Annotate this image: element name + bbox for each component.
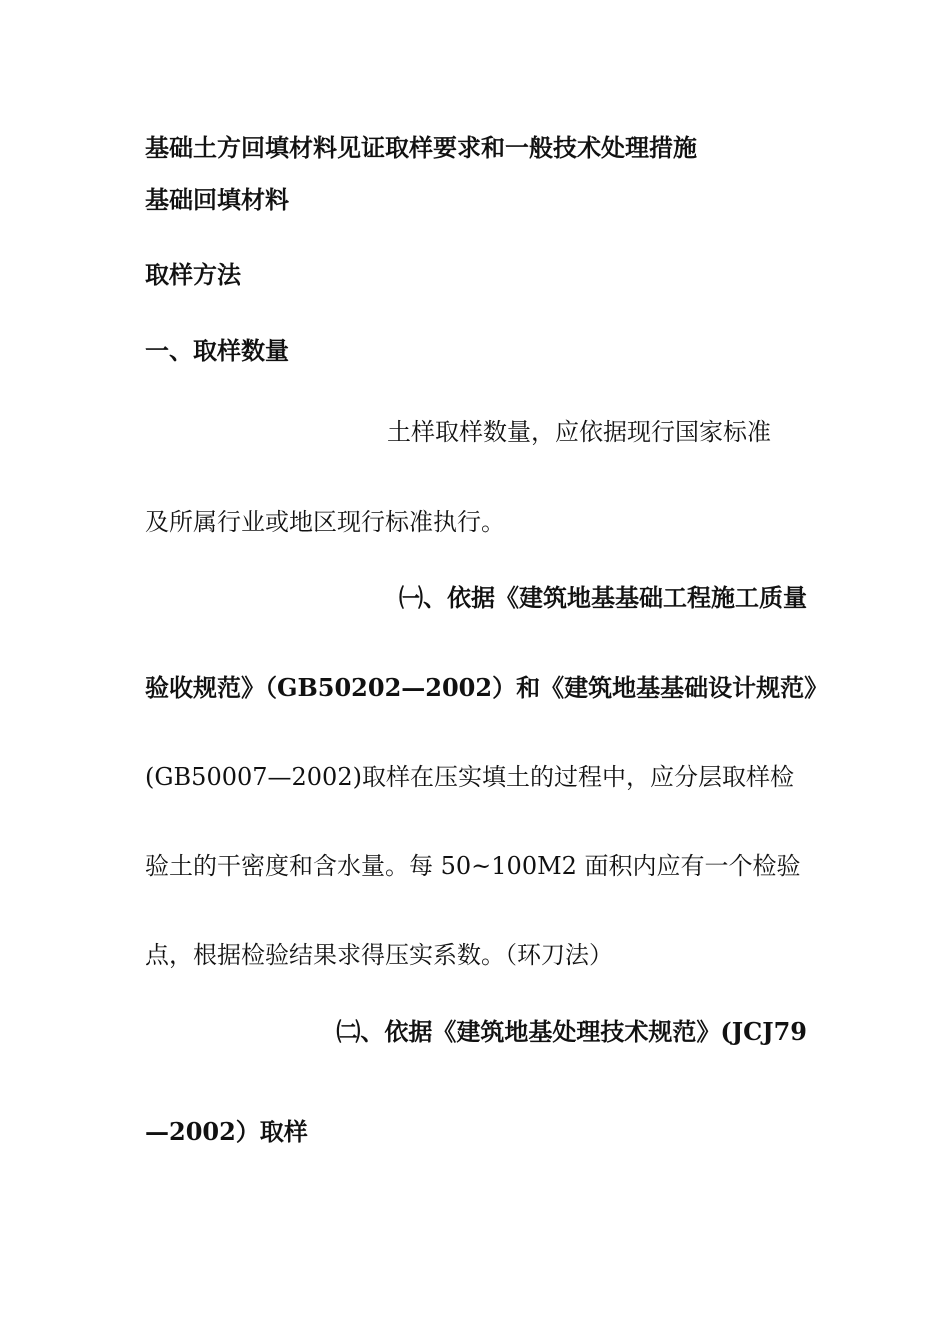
paragraph-line: 及所属行业或地区现行标准执行。 xyxy=(145,508,505,536)
list-item-heading-1: ㈠、依据《建筑地基基础工程施工质量 xyxy=(399,583,807,612)
paragraph-line: 土样取样数量，应依据现行国家标准 xyxy=(387,418,771,446)
list-item-line: —2002）取样 xyxy=(145,1117,308,1146)
document-subtitle: 基础回填材料 xyxy=(145,185,289,214)
document-title: 基础土方回填材料见证取样要求和一般技术处理措施 xyxy=(145,133,697,162)
list-item-line: 点，根据检验结果求得压实系数。（环刀法） xyxy=(145,941,613,969)
section-heading-method: 取样方法 xyxy=(145,260,241,289)
section-heading-quantity: 一、取样数量 xyxy=(145,336,289,365)
list-item-line: 验土的干密度和含水量。每 50~100M2 面积内应有一个检验 xyxy=(145,852,801,880)
list-item-line: 验收规范》（GB50202—2002）和《建筑地基基础设计规范》 xyxy=(145,673,829,702)
list-item-heading-2: ㈡、依据《建筑地基处理技术规范》(JCJ79 xyxy=(336,1017,807,1046)
list-item-line: (GB50007—2002)取样在压实填土的过程中，应分层取样检 xyxy=(145,763,794,791)
